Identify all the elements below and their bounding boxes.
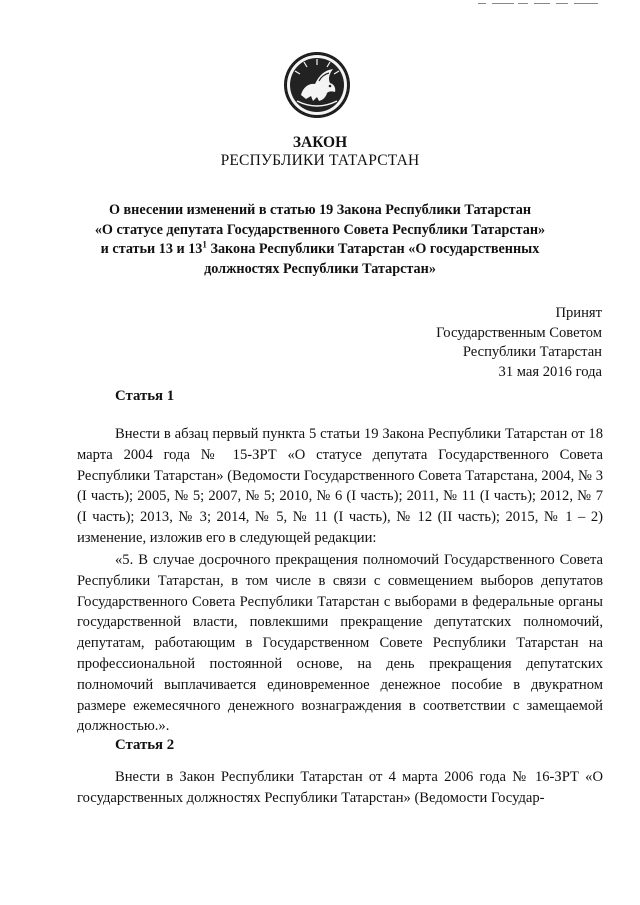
scan-mark xyxy=(478,3,486,4)
article-1-paragraph-2: «5. В случае досрочного прекращения полномочий Государственного Совета Республики Татарстан, в том числе в связи с совмещением выборов депутатов Государственного Совета Республики Татарстан с выборами в федеральные органы государственной власти, повлекшими прекращение депутатских полномочий, депутатам, работающим в Государственном Совете Республики Татарстан на профессиональной постоянной основе, на день прекращения депутатских полномочий выплачивается единовременное денежное пособие в двукратном размере ежемесячного денежного вознаграждения в соответствии с замещаемой должностью.». xyxy=(77,552,603,735)
coat-of-arms-emblem xyxy=(283,51,351,119)
document-name-line xyxy=(60,240,580,260)
article-2-heading: Статья 2 xyxy=(115,737,175,753)
article-2-paragraph-1: Внести в Закон Республики Татарстан от 4 марта 2006 года № 16-ЗРТ «О государственных должностях Республики Татарстан» (Ведомости Государ- xyxy=(77,769,603,806)
scan-mark xyxy=(492,3,514,4)
scan-mark xyxy=(534,3,550,4)
document-name-fragment: и статьи 13 и 13 xyxy=(100,241,203,257)
scan-mark xyxy=(574,3,598,4)
emblem-svg xyxy=(283,51,351,119)
document-name-line: должностях Республики Татарстан» xyxy=(204,260,436,277)
law-subtitle: РЕСПУБЛИКИ ТАТАРСТАН xyxy=(220,152,420,169)
adoption-line: Государственным Советом xyxy=(436,324,602,341)
scan-mark xyxy=(518,3,528,4)
document-name-line: «О статусе депутата Государственного Совета Республики Татарстан» xyxy=(94,221,546,238)
article-1-paragraph-1: Внести в абзац первый пункта 5 статьи 19 Закона Республики Татарстан от 18 марта 2004 года № 15-ЗРТ «О статусе депутата Государственного Совета Республики Татарстан» (Ведомости Государственного Совета Татарстана, 2004, № 3 (I часть); 2005, № 5; 2007, № 5; 2010, № 6 (I часть); 2011, № 11 (I часть); 2012, № 7 (I часть); 2013, № 3; 2014, № 5, № 11 (I часть), № 12 (II часть); 2015, № 1 – 2) изменение, изложив его в следующей редакции: xyxy=(77,426,603,546)
law-title: ЗАКОН xyxy=(292,134,348,151)
adoption-date: 31 мая 2016 года xyxy=(498,363,602,380)
article-1-heading: Статья 1 xyxy=(115,388,175,404)
document-name-fragment: Закона Республики Татарстан «О государственных xyxy=(206,241,540,257)
adoption-line: Принят xyxy=(555,305,602,321)
superscript: 1 xyxy=(202,239,207,250)
document-name xyxy=(60,201,580,279)
adoption-block xyxy=(436,304,602,382)
document-name-line: О внесении изменений в статью 19 Закона Республики Татарстан xyxy=(108,202,532,218)
adoption-line: Республики Татарстан xyxy=(462,344,602,360)
scan-marks xyxy=(0,0,640,20)
scan-mark xyxy=(556,3,568,4)
